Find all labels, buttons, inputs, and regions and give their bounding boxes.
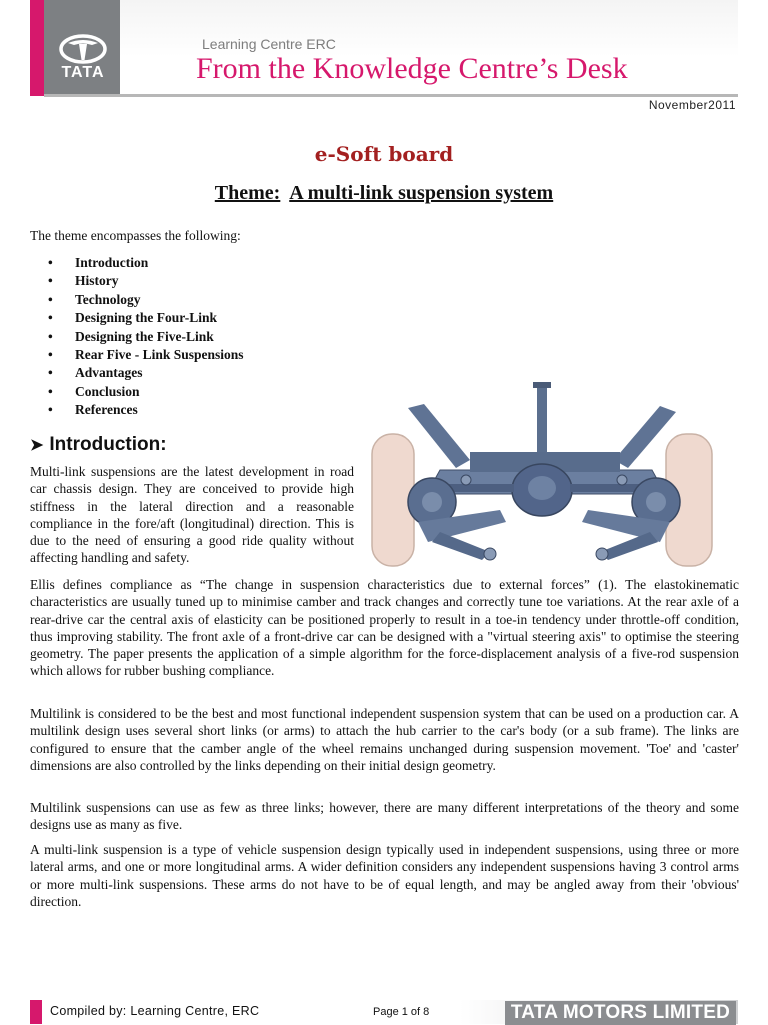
board-title: e-Soft board xyxy=(314,142,454,166)
footer-accent-bar xyxy=(30,1000,42,1024)
paragraph-intro: Multi-link suspensions are the latest development in road car chassis design. They are conceived to provide high stiffness in the lateral direction and a reasonable compliance in the fore/aft (longitudinal) direction. This is due to the need of ensuring a good ride quality without affecting handling and safety. xyxy=(30,464,354,566)
issue-date: November2011 xyxy=(648,98,736,112)
paragraph-compliance: Ellis defines compliance as “The change in suspension characteristics due to external forces” (1). The elastokinematic characteristics are usually tuned up to minimise camber and track changes and correctly tune toe variations. At the rear axle of a rear-drive car the central axis of elasticity can be positioned properly to result in a toe-in tendency under throttle-off condition, thus improving stability. The front axle of a front-drive car can be designed with a "virtual steering axis" to optimise the steering geometry. The paper presents the application of a simple algorithm for the force-displacement analysis of a five-rod suspension which allows for rubber bushing compliance. xyxy=(30,577,739,679)
theme-name: A multi-link suspension system xyxy=(289,182,554,204)
section-heading xyxy=(30,434,167,456)
list-item: • Conclusion xyxy=(44,383,244,401)
theme-title xyxy=(0,182,768,205)
paragraph-link-count: Multilink suspensions can use as few as three links; however, there are many different interpretations of the theory and some designs use as many as five. xyxy=(30,800,739,833)
arrow-bullet-icon: ➤ xyxy=(30,437,44,454)
paragraph-definition: A multi-link suspension is a type of vehicle suspension design typically used in independent suspensions, using three or more lateral arms, and one or more longitudinal arms. A wider definition considers any independent suspensions having 3 control arms or more multi-link suspensions. These arms do not have to be of equal length, and may be angled away from their 'obvious' direction. xyxy=(30,842,739,909)
list-item: • History xyxy=(44,272,244,290)
list-item: • Introduction xyxy=(44,254,244,272)
header-divider xyxy=(44,94,738,97)
suspension-illustration xyxy=(370,382,722,570)
list-item: • Designing the Four-Link xyxy=(44,309,244,327)
theme-label: Theme: xyxy=(214,182,281,204)
list-item: • Technology xyxy=(44,291,244,309)
section-heading-text: Introduction: xyxy=(49,434,167,455)
page-number: Page 1 of 8 xyxy=(373,1006,430,1018)
paragraph-multilink-best: Multilink is considered to be the best and most functional independent suspension system that can be used on a production car. A multilink design uses several short links (or arms) to attach the hub carrier to the car's body (or a sub frame). The links are configured to ensure that the camber angle of the wheel remains unchanged during suspension movement. 'Toe' and 'caster' dimensions are also controlled by the links depending on their initial design geometry. xyxy=(30,706,739,773)
footer-brand-logo: TATA MOTORS LIMITED xyxy=(505,1001,736,1025)
intro-line: The theme encompasses the following: xyxy=(30,228,241,243)
list-item: • Advantages xyxy=(44,364,244,382)
footer-compiled-by: Compiled by: Learning Centre, ERC xyxy=(50,1004,260,1018)
header-accent-bar xyxy=(30,0,44,96)
list-item: • Rear Five - Link Suspensions xyxy=(44,346,244,364)
topic-list xyxy=(44,254,244,420)
list-item: • Designing the Five-Link xyxy=(44,328,244,346)
list-item: • References xyxy=(44,401,244,419)
tata-logo-text: TATA xyxy=(61,64,105,81)
header-subtitle: Learning Centre ERC xyxy=(202,36,336,52)
header-title: From the Knowledge Centre’s Desk xyxy=(196,52,628,85)
